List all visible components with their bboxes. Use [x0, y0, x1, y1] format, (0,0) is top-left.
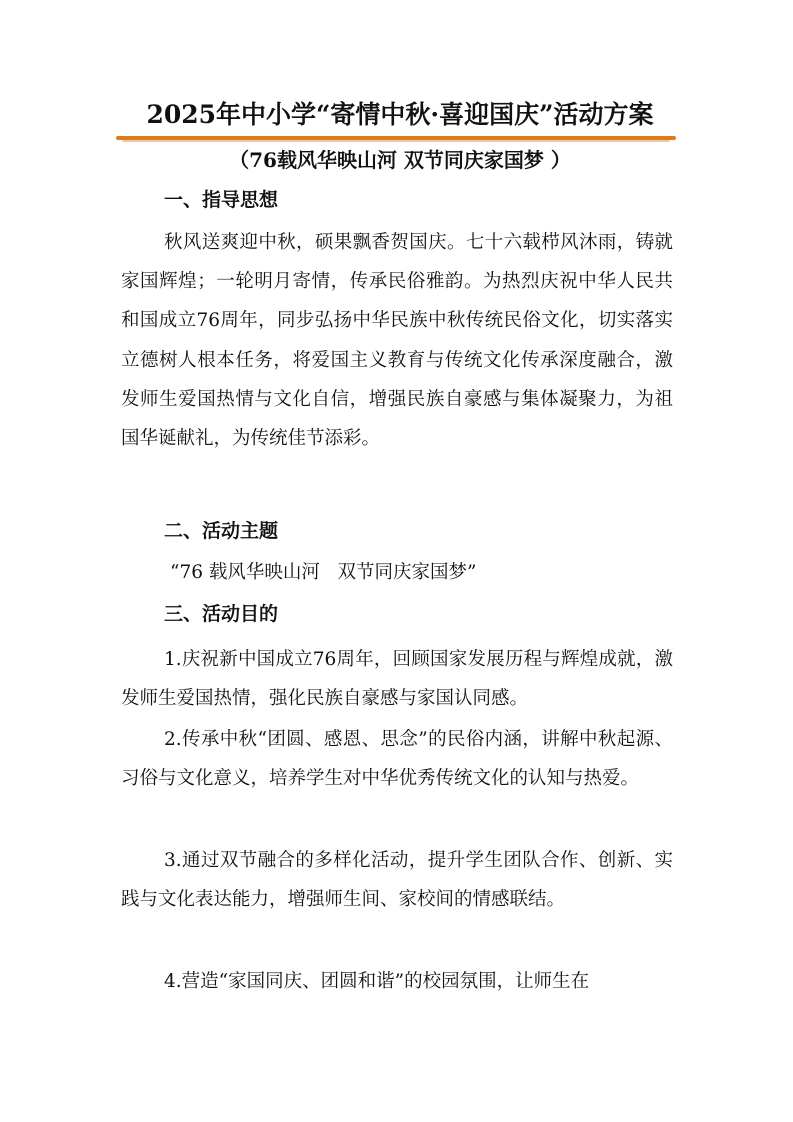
purpose-item-1: 1.庆祝新中国成立76周年，回顾国家发展历程与辉煌成就，激发师生爱国热情，强化民族自豪感与家国认同感。 — [121, 649, 673, 710]
document-title: 2025年中小学“寄情中秋·喜迎国庆”活动方案 — [146, 100, 654, 129]
guiding-ideology-paragraph: 秋风送爽迎中秋，硕果飘香贺国庆。七十六载栉风沐雨，铸就家国辉煌；一轮明月寄情，传承民俗雅韵。为热烈庆祝中华人民共和国成立76周年，同步弘扬中华民族中秋传统民俗文化，切实落实立德树人根本任务，将爱国主义教育与传统文化传承深度融合，激发师生爱国热情与文化自信，增强民族自豪感与集体凝聚力，为祖国华诞献礼，为传统佳节添彩。 — [121, 232, 673, 450]
section-heading-activity-theme: 二、活动主题 — [164, 520, 279, 542]
purpose-item-4: 4.营造“家国同庆、团圆和谐”的校园氛围，让师生在 — [164, 971, 590, 992]
section-heading-activity-purpose: 三、活动目的 — [164, 603, 279, 625]
activity-theme-text: “76 载风华映山河 双节同庆家国梦” — [170, 562, 477, 583]
section-heading-guiding-ideology: 一、指导思想 — [164, 189, 279, 211]
purpose-item-3: 3.通过双节融合的多样化活动，提升学生团队合作、创新、实践与文化表达能力，增强师生间、家校间的情感联结。 — [121, 850, 673, 911]
title-underline-shadow — [122, 140, 670, 142]
document-subtitle: （76载风华映山河 双节同庆家国梦 ） — [229, 148, 571, 172]
purpose-item-2: 2.传承中秋“团圆、感恩、思念”的民俗内涵，讲解中秋起源、习俗与文化意义，培养学生对中华优秀传统文化的认知与热爱。 — [121, 729, 673, 790]
